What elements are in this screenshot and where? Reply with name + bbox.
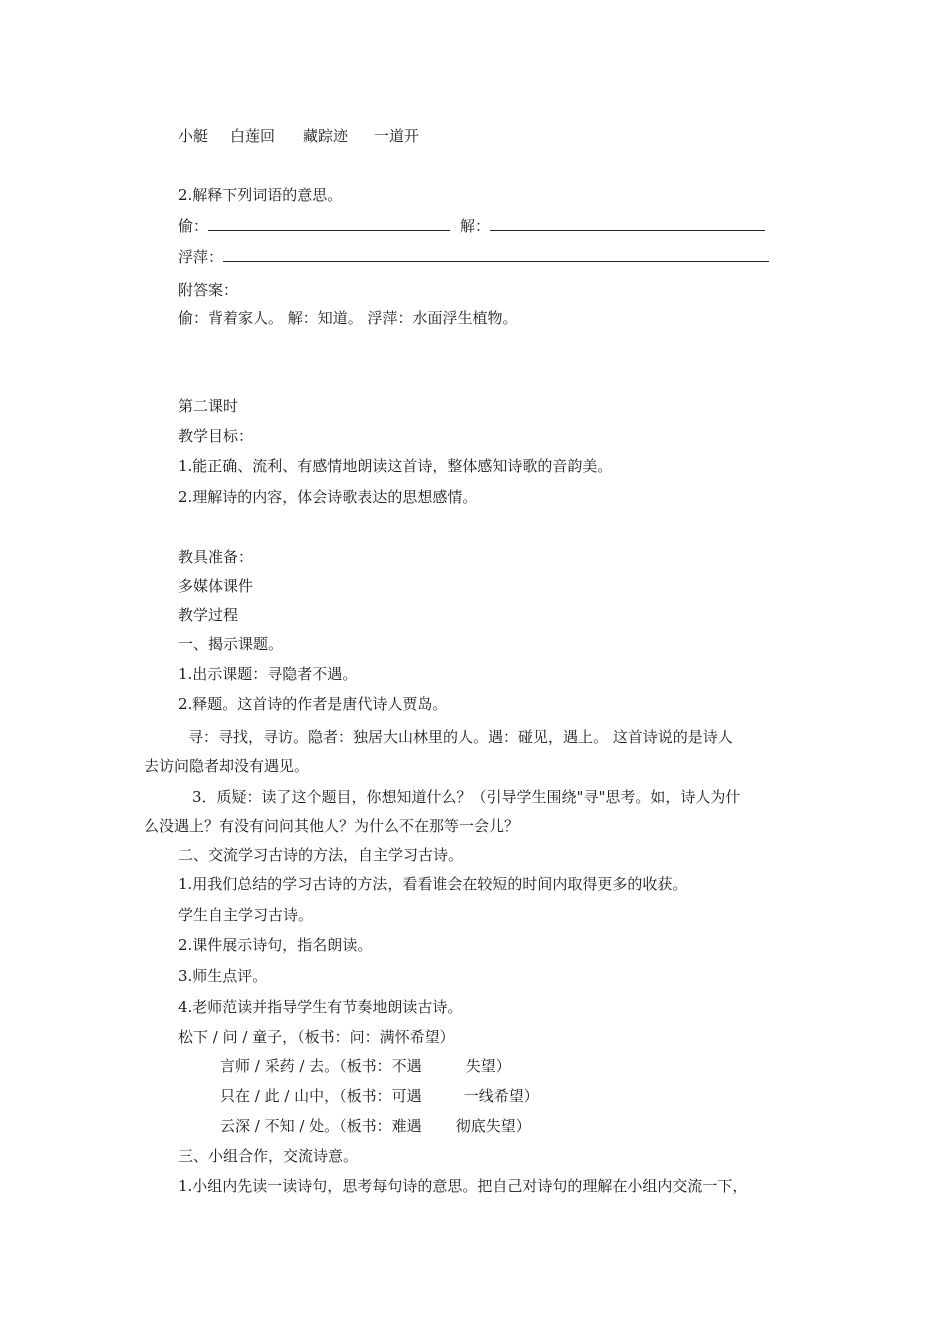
goals-heading: 教学目标： <box>178 427 254 445</box>
question-line: 3．质疑：读了这个题目，你想知道什么？（引导学生围绕"寻"思考。如，诗人为什 <box>192 788 741 806</box>
header-words <box>178 126 419 146</box>
poem-line <box>220 1056 511 1076</box>
explain-line: 寻：寻找，寻访。隐者：独居大山林里的人。遇：碰见，遇上。 这首诗说的是诗人 <box>188 728 733 746</box>
poem-verse: 言师 / 采药 / 去。（板书：不遇 <box>220 1057 422 1075</box>
header-word: 小艇 <box>178 127 209 145</box>
poem-line <box>220 1116 531 1136</box>
step2-item: 1.用我们总结的学习古诗的方法，看看谁会在较短的时间内取得更多的收获。 <box>178 875 688 893</box>
answer-line: 偷：背着家人。 解：知道。 浮萍：水面浮生植物。 <box>178 309 518 327</box>
poem-note: 失望） <box>465 1057 511 1075</box>
header-word: 藏踪迹 <box>303 127 349 145</box>
blank-label-fuping: 浮萍： <box>178 248 224 266</box>
goal-item: 2.理解诗的内容，体会诗歌表达的思想感情。 <box>178 488 478 506</box>
header-word: 白莲回 <box>230 127 276 145</box>
exercise-title: 2.解释下列词语的意思。 <box>178 186 343 204</box>
blank-label-tou: 偷： <box>178 217 209 235</box>
step2-item: 4.老师范读并指导学生有节奏地朗读古诗。 <box>178 998 463 1016</box>
tools-heading: 教具准备： <box>178 548 254 566</box>
blank-row-1 <box>178 216 765 236</box>
step3-heading: 三、小组合作，交流诗意。 <box>178 1147 359 1165</box>
step1-heading: 一、揭示课题。 <box>178 635 284 653</box>
poem-note: 彻底失望） <box>455 1117 531 1135</box>
step2-item: 3.师生点评。 <box>178 967 268 985</box>
goal-item: 1.能正确、流利、有感情地朗读这首诗，整体感知诗歌的音韵美。 <box>178 457 613 475</box>
question-line: 么没遇上？有没有问问其他人？为什么不在那等一会儿？ <box>144 817 520 835</box>
step1-item: 2.释题。这首诗的作者是唐代诗人贾岛。 <box>178 695 448 713</box>
blank-row-2 <box>178 247 769 267</box>
answer-blank[interactable] <box>490 216 765 231</box>
poem-verse: 只在 / 此 / 山中，（板书：可遇 <box>220 1087 422 1105</box>
process-heading: 教学过程 <box>178 606 239 624</box>
tools-value: 多媒体课件 <box>178 577 254 595</box>
step3-item: 1.小组内先读一读诗句，思考每句诗的意思。把自己对诗句的理解在小组内交流一下， <box>178 1177 748 1195</box>
step2-item: 学生自主学习古诗。 <box>178 906 314 924</box>
poem-note: 一线希望） <box>463 1087 539 1105</box>
poem-verse: 松下 / 问 / 童子，（板书：问：满怀希望） <box>178 1028 455 1046</box>
answer-blank[interactable] <box>223 247 769 262</box>
step2-heading: 二、交流学习古诗的方法，自主学习古诗。 <box>178 846 464 864</box>
answer-blank[interactable] <box>208 216 450 231</box>
explain-line: 去访问隐者却没有遇见。 <box>144 757 310 775</box>
poem-verse: 云深 / 不知 / 处。（板书：难遇 <box>220 1117 422 1135</box>
step1-item: 1.出示课题：寻隐者不遇。 <box>178 665 358 683</box>
step2-item: 2.课件展示诗句，指名朗读。 <box>178 936 373 954</box>
blank-label-jie: 解： <box>460 217 491 235</box>
header-word: 一道开 <box>374 127 420 145</box>
poem-line <box>178 1027 455 1047</box>
poem-line <box>220 1086 539 1106</box>
lesson-title: 第二课时 <box>178 397 239 415</box>
answer-heading: 附答案： <box>178 281 239 299</box>
